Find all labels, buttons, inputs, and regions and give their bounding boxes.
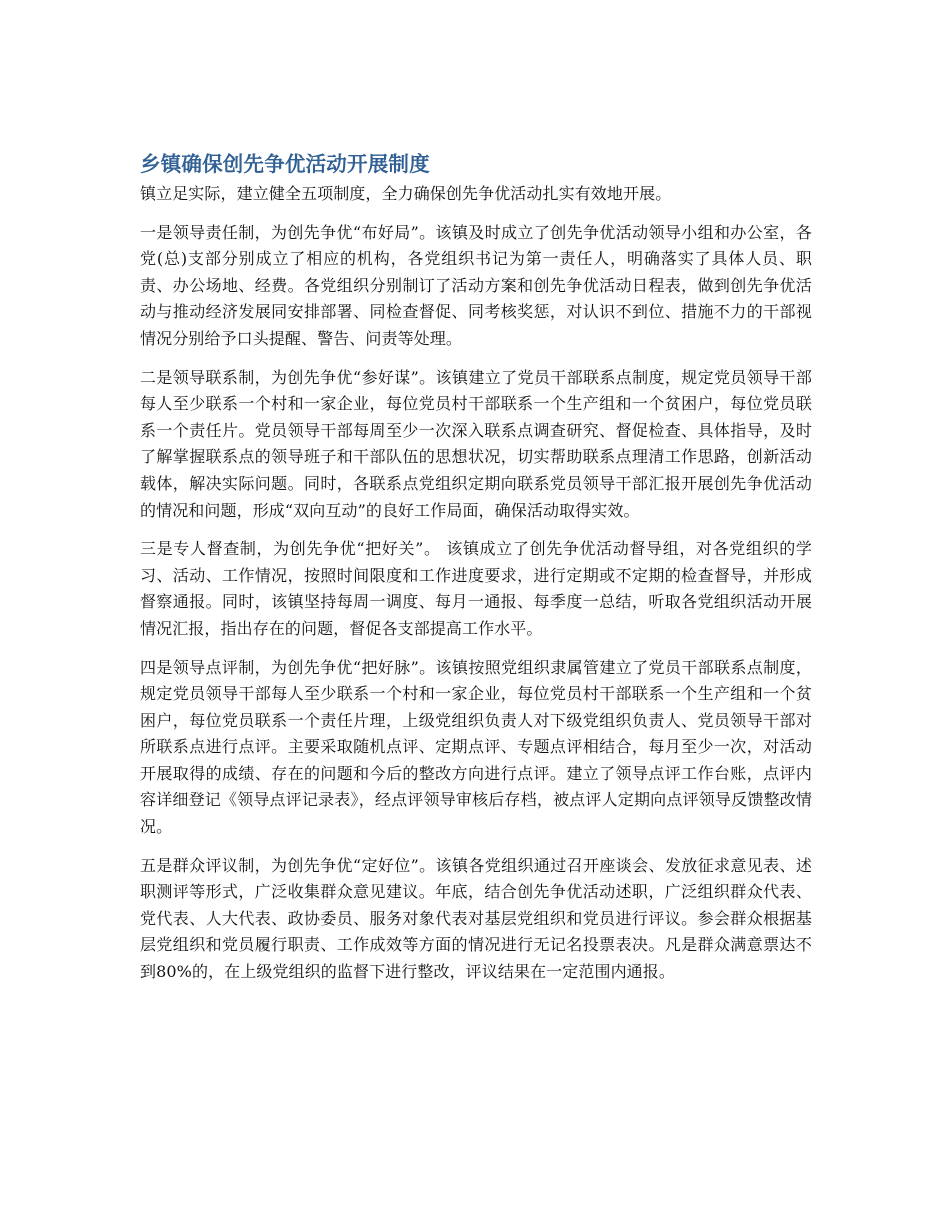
paragraph-public-evaluation: 五是群众评议制，为创先争优“定好位”。该镇各党组织通过召开座谈会、发放征求意见表、述职测评等形式，广泛收集群众意见建议。年底，结合创先争优活动述职，广泛组织群众代表、党代表、人大代表、政协委员、服务对象代表对基层党组织和党员进行评议。参会群众根据基层党组织和党员履行职责、工作成效等方面的情况进行无记名投票表决。凡是群众满意票达不到80%的，在上级党组织的监督下进行整改，评议结果在一定范围内通报。 [140, 855, 812, 982]
paragraph-leadership-review: 四是领导点评制，为创先争优“把好脉”。该镇按照党组织隶属管建立了党员干部联系点制度，规定党员领导干部每人至少联系一个村和一家企业，每位党员村干部联系一个生产组和一个贫困户，每位党员联系一个责任片理，上级党组织负责人对下级党组织负责人、党员领导干部对所联系点进行点评。主要采取随机点评、定期点评、专题点评相结合，每月至少一次，对活动开展取得的成绩、存在的问题和今后的整改方向进行点评。建立了领导点评工作台账，点评内容详细登记《领导点评记录表》，经点评领导审核后存档，被点评人定期向点评领导反馈整改情况。 [140, 657, 812, 837]
paragraph-leadership-contact: 二是领导联系制，为创先争优“参好谋”。该镇建立了党员干部联系点制度，规定党员领导干部每人至少联系一个村和一家企业，每位党员村干部联系一个生产组和一个贫困户，每位党员联系一个责任片。党员领导干部每周至少一次深入联系点调查研究、督促检查、具体指导，及时了解掌握联系点的领导班子和干部队伍的思想状况，切实帮助联系点理清工作思路，创新活动载体，解决实际问题。同时，各联系点党组织定期向联系党员领导干部汇报开展创先争优活动的情况和问题，形成“双向互动”的良好工作局面，确保活动取得实效。 [140, 367, 812, 520]
paragraph-leadership-responsibility: 一是领导责任制，为创先争优“布好局”。该镇及时成立了创先争优活动领导小组和办公室，各党(总)支部分别成立了相应的机构，各党组织书记为第一责任人，明确落实了具体人员、职责、办公场地、经费。各党组织分别制订了活动方案和创先争优活动日程表，做到创先争优活动与推动经济发展同安排部署、同检查督促、同考核奖惩，对认识不到位、措施不力的干部视情况分别给予口头提醒、警告、问责等处理。 [140, 222, 812, 348]
document-page [140, 148, 812, 998]
paragraph-supervision: 三是专人督查制，为创先争优“把好关”。 该镇成立了创先争优活动督导组，对各党组织的学习、活动、工作情况，按照时间限度和工作进度要求，进行定期或不定期的检查督导，并形成督察通报。同时，该镇坚持每周一调度、每月一通报、每季度一总结，听取各党组织活动开展情况汇报，指出存在的问题，督促各支部提高工作水平。 [140, 539, 812, 638]
intro-paragraph: 镇立足实际，建立健全五项制度，全力确保创先争优活动扎实有效地开展。 [140, 184, 672, 203]
document-title: 乡镇确保创先争优活动开展制度 [140, 152, 430, 176]
